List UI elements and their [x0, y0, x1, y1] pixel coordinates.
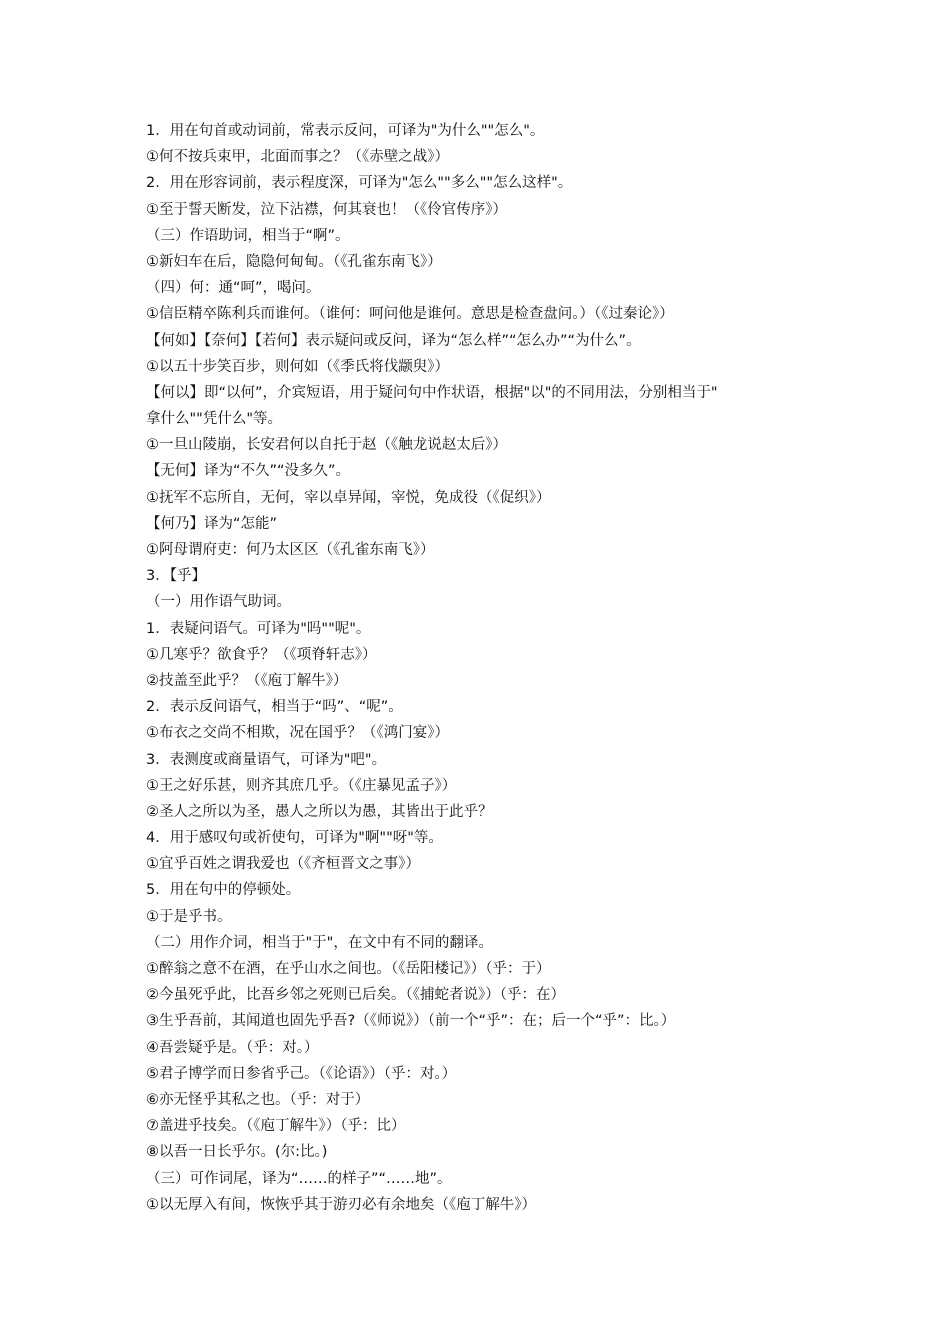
text-line: （三）可作词尾，译为“……的样子”“……地”。: [146, 1170, 452, 1187]
text-line: ③生乎吾前，其闻道也固先乎吾?（《师说》）（前一个“乎”：在；后一个“乎”：比。）: [146, 1013, 676, 1030]
text-line: ①何不按兵束甲，北面而事之？（《赤壁之战》）: [146, 149, 449, 166]
text-line: ①以无厚入有间，恢恢乎其于游刃必有余地矣（《庖丁解牛》）: [146, 1196, 536, 1213]
text-line: （二）用作介词，相当于"于"，在文中有不同的翻译。: [146, 934, 493, 951]
text-line: 1．用在句首或动词前，常表示反问，可译为"为什么""怎么"。: [146, 123, 545, 139]
text-line: ⑤君子博学而日参省乎己。（《论语》）（乎：对。）: [146, 1065, 457, 1082]
text-line: ⑧以吾一日长乎尔。(尔:比。): [146, 1144, 328, 1161]
document-body: [146, 118, 806, 1218]
text-line: （一）用作语气助词。: [146, 594, 291, 611]
text-line: 【何如】【奈何】【若何】表示疑问或反问，译为“怎么样”“怎么办”“为什么”。: [146, 332, 641, 349]
text-line: ②圣人之所以为圣，愚人之所以为愚，其皆出于此乎？: [146, 803, 493, 820]
text-line: 4．用于感叹句或祈使句，可译为"啊""呀"等。: [146, 830, 443, 847]
text-line: ⑥亦无怪乎其私之也。（乎：对于）: [146, 1091, 370, 1108]
text-line: 3．表测度或商量语气，可译为"吧"。: [146, 751, 387, 768]
text-line: 【何乃】译为“怎能”: [146, 515, 278, 532]
text-line: ①布衣之交尚不相欺，况在国乎？（《鸿门宴》）: [146, 725, 449, 742]
text-line: ④吾尝疑乎是。（乎：对。）: [146, 1039, 319, 1056]
text-line: ①新妇车在后，隐隐何甸甸。（《孔雀东南飞》）: [146, 253, 442, 270]
text-line: ①抚军不忘所自，无何，宰以卓异闻，宰悦，免成役（《促织》）: [146, 489, 551, 506]
text-line: 拿什么""凭什么"等。: [146, 411, 283, 428]
text-line: ①至于誓天断发，泣下沾襟，何其衰也！（《伶官传序》）: [146, 201, 507, 218]
text-line: 【无何】译为“不久”“没多久”。: [146, 463, 351, 480]
text-line: ⑦盖进乎技矣。（《庖丁解牛》）（乎：比）: [146, 1118, 406, 1135]
text-line: 5．用在句中的停顿处。: [146, 882, 301, 899]
text-line: ②技盖至此乎？（《庖丁解牛》）: [146, 672, 348, 689]
text-line: ①几寒乎？欲食乎？（《项脊轩志》）: [146, 646, 377, 663]
text-line: ①阿母谓府吏：何乃太区区（《孔雀东南飞》）: [146, 542, 435, 558]
text-line: ①宜乎百姓之谓我爱也（《齐桓晋文之事》）: [146, 856, 420, 873]
text-line: （三）作语助词，相当于“啊”。: [146, 227, 350, 244]
text-line: ①以五十步笑百步，则何如（《季氏将伐颛臾》）: [146, 358, 449, 375]
text-line: 3．【乎】: [146, 568, 206, 585]
text-line: ①一旦山陵崩，长安君何以自托于赵（《触龙说赵太后》）: [146, 437, 507, 454]
text-line: ①王之好乐甚，则齐其庶几乎。（《庄暴见孟子》）: [146, 777, 457, 794]
text-line: ①信臣精卒陈利兵而谁何。（谁何：呵问他是谁何。意思是检查盘问。）（《过秦论》）: [146, 306, 674, 323]
text-line: （四）何：通“呵”，喝问。: [146, 280, 321, 297]
text-line: ①于是乎书。: [146, 908, 232, 925]
text-line: ②今虽死乎此，比吾乡邻之死则已后矣。（《捕蛇者说》）（乎：在）: [146, 987, 565, 1004]
text-line: 2．用在形容词前，表示程度深，可译为"怎么""多么""怎么这样"。: [146, 175, 573, 192]
text-line: 1．表疑问语气。可译为"吗""呢"。: [146, 620, 371, 637]
text-line: 【何以】即“以何”，介宾短语，用于疑问句中作状语，根据"以"的不同用法，分别相当于": [146, 384, 718, 401]
text-line: 2．表示反问语气，相当于“吗”、“呢”。: [146, 699, 403, 716]
text-line: ①醉翁之意不在酒，在乎山水之间也。（《岳阳楼记》）（乎：于）: [146, 961, 551, 977]
